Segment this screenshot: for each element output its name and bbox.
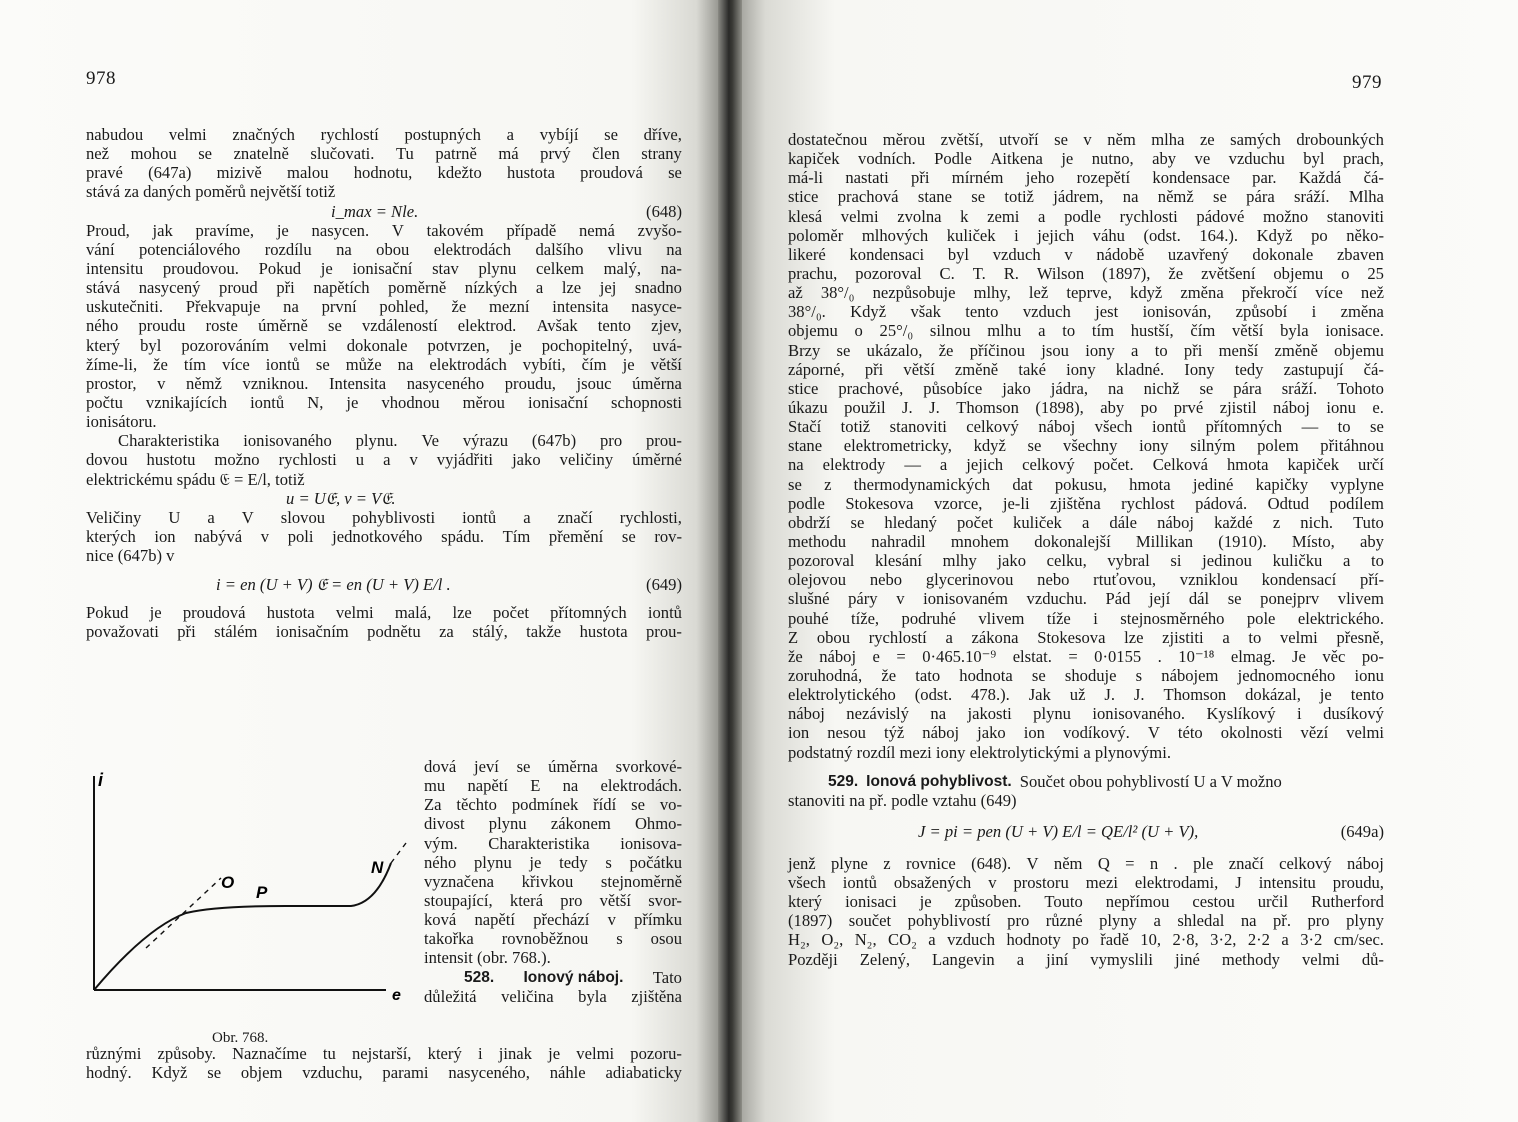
text-line: prostor, v němž vzniknou. Intensita nasyceného proudu, jsouc úměrna (86, 373, 682, 393)
text-line: stává nasycený proud při napětích poměrně nízkých a lze jej snadno (86, 278, 682, 298)
text-line: nice (647b) v (86, 546, 175, 566)
page-number: 978 (86, 68, 116, 89)
axis-label-i: i (98, 770, 104, 790)
text-line: stává za daných poměrů největší totiž (86, 182, 336, 202)
text-line: kapiček vodních. Podle Aitkena je nutno, aby ve vzduchu byl prach, (788, 149, 1384, 169)
section-title: Ionový náboj. (523, 968, 624, 986)
section-number: 529. (828, 772, 859, 790)
point-label-O: O (221, 873, 235, 892)
text-line: náboj nezávislý na jakosti plynu ionisovaného. Kyslíkový i dusíkový (788, 704, 1384, 724)
text-line: má-li nastati při mírném jeho rozepětí kondensace par. Každá čá- (788, 168, 1384, 188)
equation-number: (648) (646, 201, 682, 221)
text-line: počtu vznikajících iontů N, je vhodnou měrou ionisační schopnosti (86, 392, 682, 412)
section-title: Ionová pohyblivost. (866, 772, 1012, 790)
text-line: slušné páry v ionisovaném vzduchu. Pád její dál se ponejprv vlivem (788, 589, 1384, 609)
text-line: se z thermodynamických dat pokusu, hmota jediné kapičky vyplyne (788, 474, 1384, 494)
text-line: důležitá veličina byla zjištěna (424, 986, 682, 1006)
text-line: dovou hustotu možno rychlosti u a v vyjádřiti jako veličiny úměrné (86, 450, 682, 470)
page-number: 979 (1352, 72, 1382, 93)
body-text-end (86, 1044, 682, 1082)
text-line: Veličiny U a V slovou pohyblivosti iontů a značí rychlosti, (86, 507, 682, 527)
text-line: H₂, O₂, N₂, CO₂ a vzduch hodnoty po řadě 10, 2·8, 3·2, 2·2 a 3·2 cm/sec. (788, 930, 1384, 950)
text-line: považovati při stálém ionisačním podnětu za stálý, takže hustota prou- (86, 622, 682, 642)
equation-number: (649a) (1340, 822, 1384, 842)
section-text: Součet obou pohyblivostí U a V možno (1019, 771, 1282, 791)
text-line: 38°/₀. Když však tento vzduch jest ionisován, způsobí i změna (788, 302, 1384, 322)
text-line: vým. Charakteristika ionisova- (424, 833, 682, 853)
section-528-heading (424, 968, 682, 987)
text-line: stoupající, která pro větší svor- (424, 890, 682, 910)
text-line: likeré kondensaci byl vzduch v nádobě uzavřený dokonale zbaven (788, 244, 1384, 264)
text-line: intensitu proudovou. Pokud je ionisační stav plynu celkem malý, na- (86, 258, 682, 278)
point-label-N: N (371, 858, 384, 877)
text-line: obdrží se hledaný počet kuliček a dále náboj každé z nich. Tuto (788, 512, 1384, 532)
text-line: Z obou rychlostí a zákona Stokesova lze zjistiti a to velmi přesně, (788, 627, 1384, 647)
text-line: jenž plyne z rovnice (648). V něm Q = n . ple značí celkový náboj (788, 853, 1384, 873)
equation-formula: i = en (U + V) 𝔈 = en (U + V) E/l . (216, 574, 451, 594)
text-line: olejovou nebo glycerinovou nebo rtuťovou, vzniklou kondensací pří- (788, 570, 1384, 590)
text-line: záporné, při větší změně také iony kladné. Iony tedy zastupují čá- (788, 359, 1384, 379)
text-line: divost plynu zákonem Ohmo- (424, 814, 682, 834)
text-line: elektrickému spádu 𝔈 = E/l, totiž (86, 469, 305, 489)
equation-649 (86, 565, 682, 603)
text-line: zoruhodná, že tato hodnota se shoduje s nábojem jednomocného ionu (788, 665, 1384, 685)
text-line: ionisátoru. (86, 412, 157, 432)
text-line: kterých ion nabývá v poli jednotkového spádu. Tím přemění se rov- (86, 526, 682, 546)
text-line: než mohou se znatelně slučovati. Tu patrně má prvý člen strany (86, 144, 682, 164)
equation-formula: u = U𝔈, v = V𝔈. (286, 488, 396, 508)
equation-uv (86, 489, 682, 508)
text-line: Za těchto podmínek řídí se vo- (424, 795, 682, 815)
figure-caption: Obr. 768. (212, 1030, 269, 1046)
body-text-right (788, 130, 1384, 969)
text-line: pouhé tíže, podruhé vlivem tíže i stejnosměrného pole elektrického. (788, 608, 1384, 628)
text-line: pravé (647a) mizivě malou hodnotu, kdežto hustota proudová se (86, 163, 682, 183)
text-line: klesá velmi zvolna k zemi a podle rychlosti pádové možno stanoviti (788, 206, 1384, 226)
figure-768 (86, 768, 416, 1018)
text-line: nabudou velmi značných rychlostí postupných a vybíjí se dříve, (86, 125, 682, 144)
text-line: dostatečnou měrou zvětší, utvoří se v něm mlha ze samých drobounkých (788, 130, 1384, 149)
section-number: 528. (464, 968, 495, 986)
text-line: že náboj e = 0·465.10⁻⁹ elstat. = 0·0155 . 10⁻¹⁸ elmag. Je věc po- (788, 646, 1384, 666)
text-line: až 38°/₀ nezpůsobuje mlhy, lež teprve, když změna překročí více než (788, 283, 1384, 303)
text-line: objemu o 25°/₀ silnou mlhu a to tím hustší, čím větší byla ionisace. (788, 321, 1384, 341)
equation-648 (86, 202, 682, 221)
axis-label-e: e (392, 987, 401, 1004)
text-line: takořka rovnoběžnou s osou (424, 929, 682, 949)
text-line: Brzy se ukázalo, že příčinou jsou iony a to při menší změně objemu (788, 340, 1384, 360)
text-line: který byl pozorováním velmi dokonale potvrzen, je pochopitelný, uvá- (86, 335, 682, 355)
text-line: všech iontů obsažených v prostoru mezi elektrodami, J intensitu proudu, (788, 873, 1384, 893)
text-line: ková napětí přechází v přímku (424, 910, 682, 930)
text-line: stane elektrometricky, když se všechny iony silným polem přitáhnou (788, 436, 1384, 456)
text-line: uskutečniti. Překvapuje na první pohled, že mezní intensita nasyce- (86, 297, 682, 317)
text-line: (1897) součet pohyblivostí pro různé plyny a shledal na př. pro plyny (788, 911, 1384, 931)
text-line: vání potenciálového rozdílu na obou elektrodách dalšího vlivu na (86, 239, 682, 259)
left-page (0, 0, 718, 1122)
point-label-P: P (256, 883, 268, 902)
text-line: pozoroval klesání mlhy jako celku, vybral si jedinou kuličku a to (788, 551, 1384, 571)
text-line: elektrolytického (odst. 478.). Jak už J. J. Thomson dokázal, je tento (788, 685, 1384, 705)
text-line: hodný. Když se objem vzduchu, parami nasyceného, náhle adiabaticky (86, 1063, 682, 1083)
section-529-heading (788, 772, 1384, 791)
text-line: ného proudu roste úměrně se vzdáleností elektrod. Avšak tento zjev, (86, 316, 682, 336)
text-line: dová jeví se úměrna svorkové- (424, 757, 682, 776)
section-text: Tato (652, 967, 682, 987)
text-line: Charakteristika ionisovaného plynu. Ve výrazu (647b) pro prou- (118, 431, 682, 451)
text-line: intensit (obr. 768.). (424, 948, 551, 968)
text-line: ného plynu je tedy s počátku (424, 852, 682, 872)
equation-number: (649) (646, 574, 682, 594)
wrapped-text (424, 757, 682, 1006)
text-line: methodu nahradil mnohem dokonalejší Millikan (1910). Místo, aby (788, 531, 1384, 551)
text-line: ion nesou týž náboj jako ion vodíkový. V této okolnosti vězí velmi (788, 723, 1384, 743)
text-line: žíme-li, že tím více iontů se může na elektrodách vybíti, čím je větší (86, 354, 682, 374)
text-line: Později Zelený, Langevin a jiní vymyslili jiné methody velmi dů- (788, 949, 1384, 969)
text-line: Pokud je proudová hustota velmi malá, lze počet přítomných iontů (86, 603, 682, 623)
book-gutter (718, 0, 742, 1122)
body-text-top (86, 125, 682, 642)
text-line: stice prachová stane se totiž jádrem, na němž se pára sráží. Mlha (788, 187, 1384, 207)
text-line: úkazu použil J. J. Thomson (1898), aby po prvé zjistil náboj ionu e. (788, 397, 1384, 417)
text-line: poloměr mlhových kuliček i jejich váhu (odst. 164.). Když po něko- (788, 225, 1384, 245)
right-page (742, 0, 1518, 1122)
characteristic-curve (94, 863, 391, 990)
text-line: podstatný rozdíl mezi iony elektrolytickými a plynovými. (788, 742, 1171, 762)
breakdown-line (391, 843, 406, 863)
text-line: Proud, jak pravíme, je nasycen. V takovém případě nemá zvyšo- (86, 220, 682, 240)
equation-formula: J = pi = pen (U + V) E/l = QE/l² (U + V), (918, 822, 1199, 842)
text-line: různými způsoby. Naznačíme tu nejstarší, který i jinak je velmi pozoru- (86, 1044, 682, 1063)
text-line: stanoviti na př. podle vztahu (649) (788, 790, 1017, 810)
text-line: podle Stokesova vzorce, je-li zjištěna rychlost pádová. Odtud podílem (788, 493, 1384, 513)
equation-formula: i_max = Nle. (331, 201, 419, 221)
text-line: na elektrody — a jejich celkový počet. Celková hmota kapiček určí (788, 455, 1384, 475)
equation-649a (788, 810, 1384, 854)
text-line: Stačí totiž stanoviti celkový náboj všech iontů přítomných — to se (788, 417, 1384, 437)
text-line: prachu, pozoroval C. T. R. Wilson (1897), že zvětšení objemu o 25 (788, 263, 1384, 283)
text-line: vyznačena křivkou stejnoměrně (424, 871, 682, 891)
text-line: stice prachové, působíce jako jádra, na nichž se pára sráží. Tohoto (788, 378, 1384, 398)
text-line: mu napětí E na elektrodách. (424, 776, 682, 796)
text-line: který ionisaci je způsoben. Touto nepřímou cestou určil Rutherford (788, 892, 1384, 912)
